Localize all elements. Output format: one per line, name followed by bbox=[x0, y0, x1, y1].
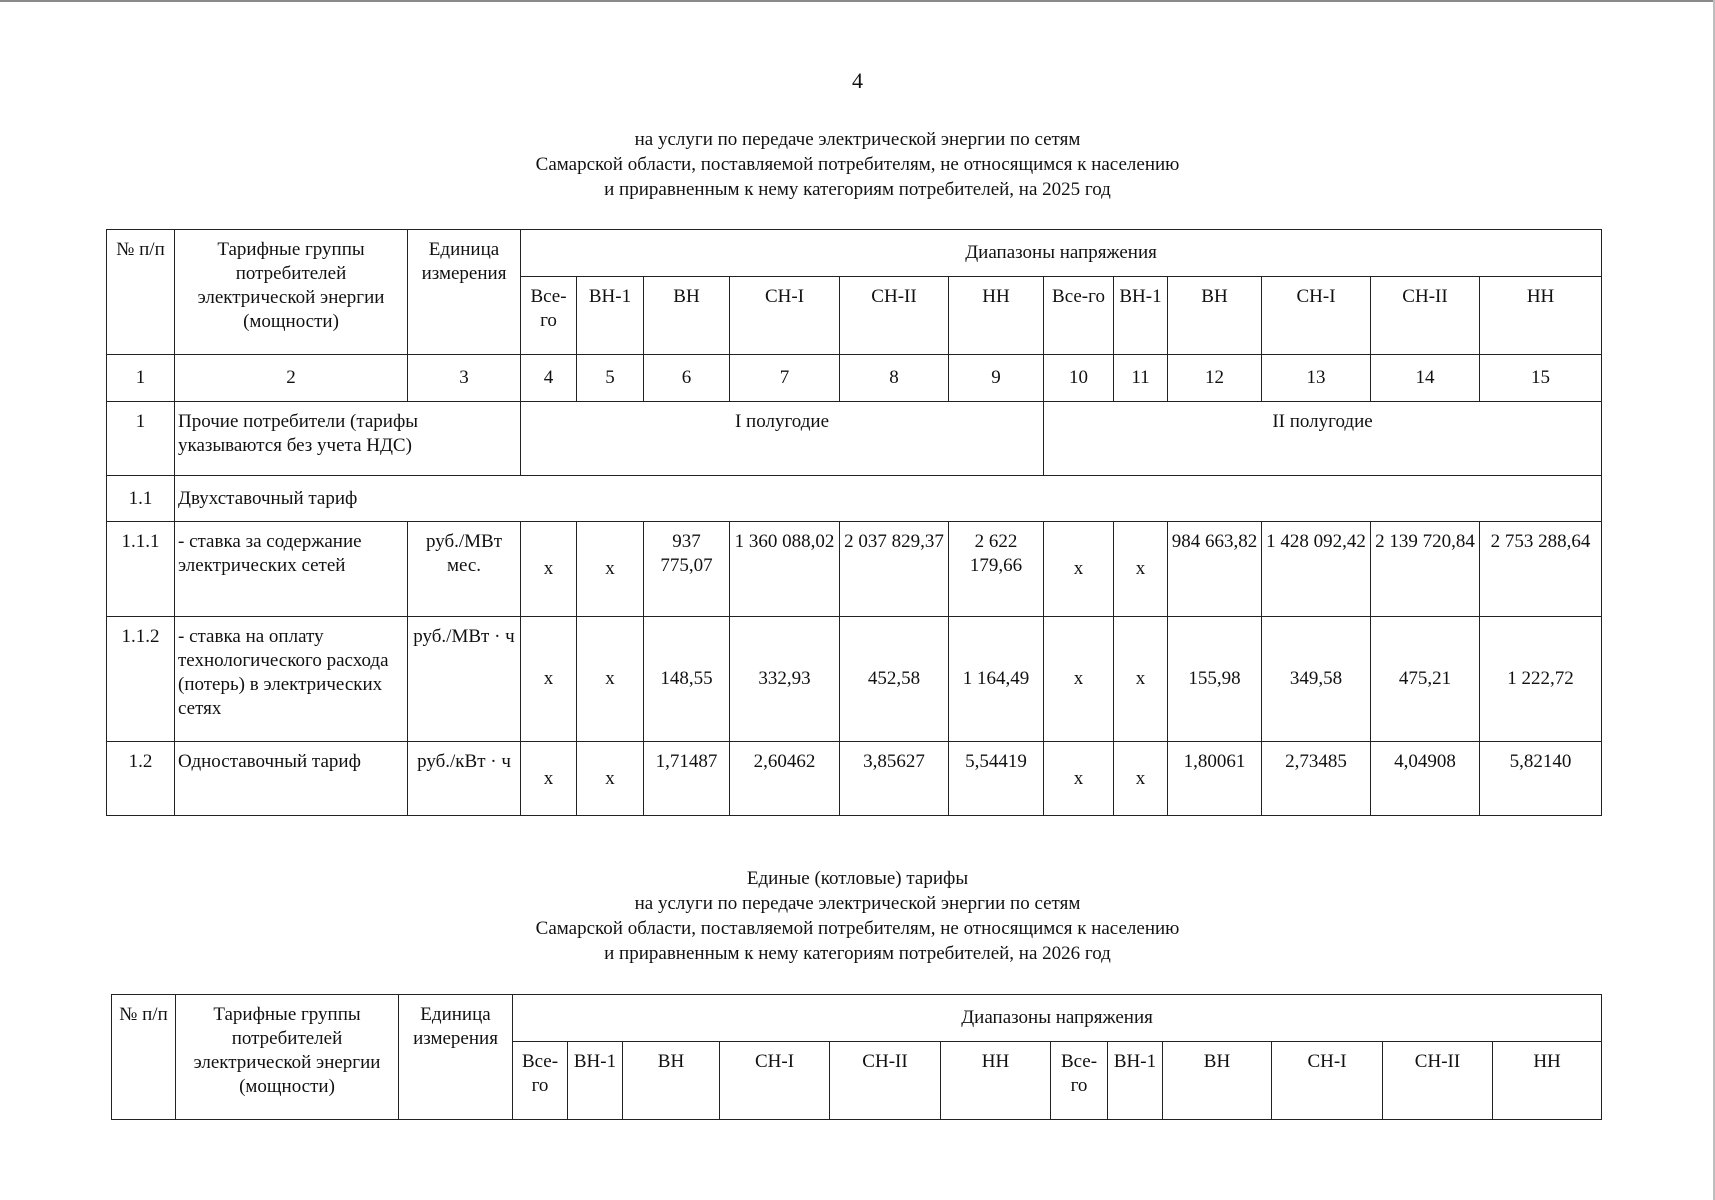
value-cell: 1 428 092,42 bbox=[1262, 522, 1371, 617]
row-name: - ставка за содержание электрических сетей bbox=[175, 522, 408, 617]
first-half-year-label: I полугодие bbox=[521, 402, 1044, 476]
col-unit-header: Единица измерения bbox=[408, 230, 521, 355]
table-row bbox=[107, 522, 1602, 617]
band-header: Все-го bbox=[513, 1042, 568, 1120]
band-header: НН bbox=[1480, 277, 1602, 355]
table2-caption bbox=[0, 866, 1715, 966]
column-number-row bbox=[107, 355, 1602, 402]
row-name: Прочие потребители (тарифы указываются без учета НДС) bbox=[175, 402, 521, 476]
caption-line: и приравненным к нему категориям потребителей, на 2025 год bbox=[604, 179, 1111, 200]
value-cell: 2 139 720,84 bbox=[1371, 522, 1480, 617]
column-number: 3 bbox=[408, 355, 521, 402]
band-header: НН bbox=[949, 277, 1044, 355]
column-number: 10 bbox=[1044, 355, 1114, 402]
column-number: 11 bbox=[1114, 355, 1168, 402]
band-header: СН-II bbox=[840, 277, 949, 355]
value-cell: 3,85627 bbox=[840, 742, 949, 816]
value-cell: 148,55 bbox=[644, 617, 730, 742]
value-cell: х bbox=[1114, 617, 1168, 742]
table-row bbox=[107, 617, 1602, 742]
column-number: 5 bbox=[577, 355, 644, 402]
tariff-table-2026 bbox=[111, 994, 1602, 1120]
value-cell: 5,54419 bbox=[949, 742, 1044, 816]
value-cell: х bbox=[577, 742, 644, 816]
table-row bbox=[107, 402, 1602, 476]
table-row bbox=[107, 742, 1602, 816]
column-number: 14 bbox=[1371, 355, 1480, 402]
tariff-table-2025 bbox=[106, 229, 1602, 816]
column-number: 6 bbox=[644, 355, 730, 402]
column-number: 4 bbox=[521, 355, 577, 402]
column-number: 7 bbox=[730, 355, 840, 402]
band-header: Все-го bbox=[521, 277, 577, 355]
row-number: 1 bbox=[107, 402, 175, 476]
table1-caption bbox=[0, 127, 1715, 202]
value-cell: 2 622 179,66 bbox=[949, 522, 1044, 617]
caption-line: на услуги по передаче электрической энергии по сетям bbox=[634, 893, 1081, 914]
value-cell: 5,82140 bbox=[1480, 742, 1602, 816]
row-unit: руб./МВт · ч bbox=[408, 617, 521, 742]
value-cell: х bbox=[1114, 522, 1168, 617]
column-number: 12 bbox=[1168, 355, 1262, 402]
band-header: СН-II bbox=[830, 1042, 941, 1120]
band-header: НН bbox=[1493, 1042, 1602, 1120]
value-cell: 1 164,49 bbox=[949, 617, 1044, 742]
band-header: СН-I bbox=[1272, 1042, 1383, 1120]
value-cell: 475,21 bbox=[1371, 617, 1480, 742]
voltage-ranges-header: Диапазоны напряжения bbox=[513, 995, 1602, 1042]
caption-line: и приравненным к нему категориям потребителей, на 2026 год bbox=[604, 943, 1111, 964]
row-name: Двухставочный тариф bbox=[175, 476, 1602, 522]
row-number: 1.1 bbox=[107, 476, 175, 522]
value-cell: х bbox=[521, 742, 577, 816]
table-row bbox=[107, 476, 1602, 522]
value-cell: 4,04908 bbox=[1371, 742, 1480, 816]
column-number: 2 bbox=[175, 355, 408, 402]
page-top-border bbox=[0, 0, 1715, 2]
value-cell: х bbox=[521, 617, 577, 742]
band-header: СН-I bbox=[720, 1042, 830, 1120]
value-cell: 452,58 bbox=[840, 617, 949, 742]
column-number: 15 bbox=[1480, 355, 1602, 402]
value-cell: х bbox=[1044, 617, 1114, 742]
col-no-header: № п/п bbox=[112, 995, 176, 1120]
value-cell: х bbox=[521, 522, 577, 617]
value-cell: 2 037 829,37 bbox=[840, 522, 949, 617]
value-cell: 155,98 bbox=[1168, 617, 1262, 742]
col-group-header: Тарифные группы потребителей электрической энергии (мощности) bbox=[175, 230, 408, 355]
band-header: СН-I bbox=[1262, 277, 1371, 355]
col-no-header: № п/п bbox=[107, 230, 175, 355]
value-cell: 937 775,07 bbox=[644, 522, 730, 617]
row-name: - ставка на оплату технологического расхода (потерь) в электрических сетях bbox=[175, 617, 408, 742]
band-header: СН-II bbox=[1371, 277, 1480, 355]
value-cell: 1 360 088,02 bbox=[730, 522, 840, 617]
value-cell: х bbox=[577, 522, 644, 617]
caption-line: на услуги по передаче электрической энергии по сетям bbox=[634, 129, 1081, 150]
band-header: ВН-1 bbox=[568, 1042, 623, 1120]
band-header: ВН bbox=[623, 1042, 720, 1120]
band-header: ВН-1 bbox=[577, 277, 644, 355]
band-header: ВН bbox=[1163, 1042, 1272, 1120]
band-header: СН-I bbox=[730, 277, 840, 355]
second-half-year-label: II полугодие bbox=[1044, 402, 1602, 476]
page-number: 4 bbox=[852, 68, 863, 93]
row-number: 1.1.2 bbox=[107, 617, 175, 742]
caption-line: Самарской области, поставляемой потребителям, не относящимся к населению bbox=[535, 154, 1180, 175]
band-header: ВН bbox=[644, 277, 730, 355]
row-unit: руб./МВт мес. bbox=[408, 522, 521, 617]
value-cell: 1 222,72 bbox=[1480, 617, 1602, 742]
band-header: ВН-1 bbox=[1108, 1042, 1163, 1120]
value-cell: 2,73485 bbox=[1262, 742, 1371, 816]
row-number: 1.1.1 bbox=[107, 522, 175, 617]
band-header: ВН-1 bbox=[1114, 277, 1168, 355]
value-cell: х bbox=[1114, 742, 1168, 816]
band-header: Все-го bbox=[1051, 1042, 1108, 1120]
value-cell: х bbox=[1044, 742, 1114, 816]
value-cell: 1,80061 bbox=[1168, 742, 1262, 816]
row-unit: руб./кВт · ч bbox=[408, 742, 521, 816]
value-cell: 349,58 bbox=[1262, 617, 1371, 742]
row-name: Одноставочный тариф bbox=[175, 742, 408, 816]
value-cell: 332,93 bbox=[730, 617, 840, 742]
column-number: 1 bbox=[107, 355, 175, 402]
value-cell: 984 663,82 bbox=[1168, 522, 1262, 617]
caption-line: Единые (котловые) тарифы bbox=[746, 868, 969, 889]
value-cell: х bbox=[577, 617, 644, 742]
header-row bbox=[112, 995, 1602, 1042]
caption-line: Самарской области, поставляемой потребителям, не относящимся к населению bbox=[535, 918, 1180, 939]
value-cell: 2,60462 bbox=[730, 742, 840, 816]
column-number: 13 bbox=[1262, 355, 1371, 402]
value-cell: 1,71487 bbox=[644, 742, 730, 816]
band-header: НН bbox=[941, 1042, 1051, 1120]
band-header: ВН bbox=[1168, 277, 1262, 355]
band-header: СН-II bbox=[1383, 1042, 1493, 1120]
column-number: 9 bbox=[949, 355, 1044, 402]
row-number: 1.2 bbox=[107, 742, 175, 816]
voltage-ranges-header: Диапазоны напряжения bbox=[521, 230, 1602, 277]
col-unit-header: Единица измерения bbox=[399, 995, 513, 1120]
header-row bbox=[107, 230, 1602, 277]
col-group-header: Тарифные группы потребителей электрической энергии (мощности) bbox=[176, 995, 399, 1120]
value-cell: х bbox=[1044, 522, 1114, 617]
band-header: Все-го bbox=[1044, 277, 1114, 355]
value-cell: 2 753 288,64 bbox=[1480, 522, 1602, 617]
column-number: 8 bbox=[840, 355, 949, 402]
